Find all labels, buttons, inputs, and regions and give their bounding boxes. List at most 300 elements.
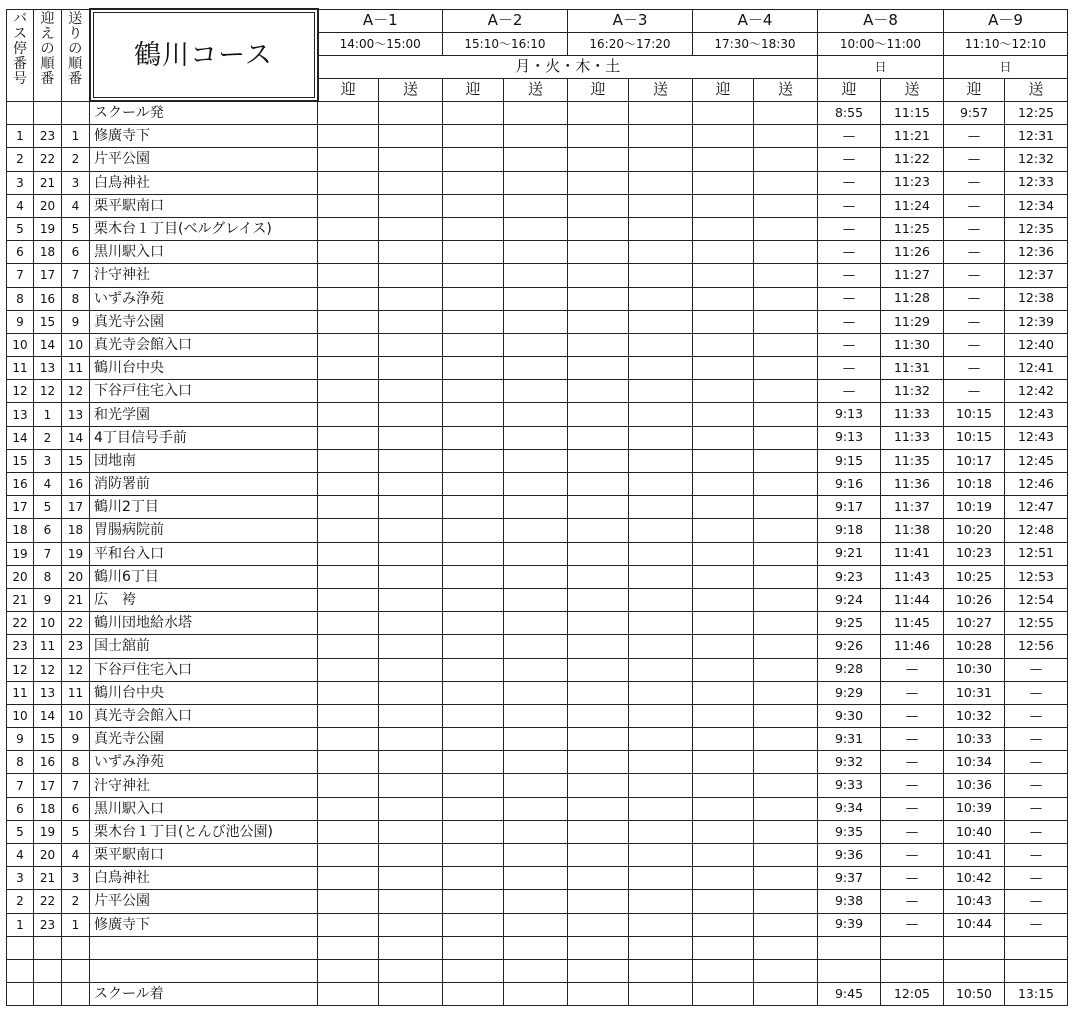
empty-cell — [504, 287, 568, 310]
arrive-row — [7, 983, 1068, 1006]
stop-time: — — [944, 125, 1005, 148]
stop-time: 11:32 — [881, 380, 944, 403]
stop-row — [7, 264, 1068, 287]
empty-cell — [693, 449, 754, 472]
pickup-order: 22 — [34, 890, 62, 913]
empty-cell — [318, 519, 379, 542]
empty-cell — [504, 588, 568, 611]
arrive-label: スクール着 — [90, 983, 318, 1006]
empty-cell — [568, 983, 629, 1006]
stop-row — [7, 542, 1068, 565]
pickup-order: 16 — [34, 751, 62, 774]
empty-cell — [881, 936, 944, 959]
empty-cell — [693, 519, 754, 542]
bus-stop-number: 12 — [7, 380, 34, 403]
empty-cell — [318, 704, 379, 727]
empty-cell — [568, 728, 629, 751]
empty-cell — [443, 728, 504, 751]
empty-cell — [754, 101, 818, 125]
stop-time: — — [818, 264, 881, 287]
stop-time: 9:37 — [818, 867, 881, 890]
days-weekday: 月・火・木・土 — [318, 55, 818, 78]
empty-cell — [443, 357, 504, 380]
empty-cell — [443, 194, 504, 217]
empty-cell — [568, 496, 629, 519]
empty-cell — [881, 959, 944, 982]
empty-cell — [568, 867, 629, 890]
empty-cell — [568, 310, 629, 333]
stop-time: 11:46 — [881, 635, 944, 658]
bus-stop-number: 11 — [7, 681, 34, 704]
stop-time: — — [944, 357, 1005, 380]
empty-cell — [443, 380, 504, 403]
stop-time: — — [818, 310, 881, 333]
empty-cell — [443, 565, 504, 588]
empty-cell — [754, 936, 818, 959]
pickup-order: 7 — [34, 542, 62, 565]
empty-cell — [629, 913, 693, 936]
stop-time: 10:28 — [944, 635, 1005, 658]
stop-time: 9:36 — [818, 844, 881, 867]
depart-row — [7, 101, 1068, 125]
stop-time: 10:26 — [944, 588, 1005, 611]
dropoff-label: 送 — [629, 78, 693, 101]
empty-cell — [504, 217, 568, 240]
empty-cell — [379, 310, 443, 333]
route-time-a2: 15:10～16:10 — [443, 32, 568, 55]
empty-cell — [754, 542, 818, 565]
pickup-order: 6 — [34, 519, 62, 542]
empty-cell — [318, 565, 379, 588]
stop-time: 11:24 — [881, 194, 944, 217]
empty-cell — [504, 959, 568, 982]
empty-cell — [629, 588, 693, 611]
empty-cell — [379, 983, 443, 1006]
empty-cell — [318, 171, 379, 194]
empty-cell — [693, 125, 754, 148]
bus-stop-number: 4 — [7, 194, 34, 217]
empty-cell — [504, 380, 568, 403]
empty-cell — [504, 913, 568, 936]
empty-cell — [693, 867, 754, 890]
empty-cell — [568, 612, 629, 635]
empty-cell — [379, 612, 443, 635]
empty-cell — [318, 588, 379, 611]
empty-cell — [34, 936, 62, 959]
empty-cell — [693, 357, 754, 380]
empty-cell — [629, 820, 693, 843]
stop-time: 9:31 — [818, 728, 881, 751]
empty-cell — [629, 635, 693, 658]
empty-cell — [443, 588, 504, 611]
stop-row — [7, 426, 1068, 449]
stop-time: 11:36 — [881, 473, 944, 496]
pickup-order: 12 — [34, 658, 62, 681]
stop-row — [7, 681, 1068, 704]
empty-cell — [504, 241, 568, 264]
empty-cell — [443, 426, 504, 449]
stop-row — [7, 612, 1068, 635]
stop-time: 10:34 — [944, 751, 1005, 774]
stop-row — [7, 287, 1068, 310]
dropoff-order: 18 — [62, 519, 90, 542]
pickup-order: 21 — [34, 867, 62, 890]
route-name-a8: A－8 — [818, 9, 944, 32]
empty-cell — [693, 681, 754, 704]
bus-stop-number: 8 — [7, 287, 34, 310]
empty-cell — [568, 519, 629, 542]
stop-time: 10:36 — [944, 774, 1005, 797]
empty-cell — [379, 681, 443, 704]
empty-cell — [818, 936, 881, 959]
stop-name: 修廣寺下 — [90, 913, 318, 936]
stop-time: — — [944, 380, 1005, 403]
stop-name: 修廣寺下 — [90, 125, 318, 148]
dropoff-order: 12 — [62, 658, 90, 681]
empty-cell — [443, 519, 504, 542]
empty-cell — [379, 333, 443, 356]
empty-cell — [568, 588, 629, 611]
empty-cell — [443, 983, 504, 1006]
stop-time: 9:17 — [818, 496, 881, 519]
bus-stop-number: 9 — [7, 728, 34, 751]
empty-cell — [568, 194, 629, 217]
empty-cell — [568, 565, 629, 588]
pickup-order: 19 — [34, 217, 62, 240]
pickup-label: 迎 — [818, 78, 881, 101]
empty-cell — [379, 565, 443, 588]
empty-cell — [443, 287, 504, 310]
stop-time: — — [944, 310, 1005, 333]
stop-time: — — [944, 241, 1005, 264]
empty-cell — [443, 820, 504, 843]
stop-name: 真光寺公園 — [90, 310, 318, 333]
bus-stop-number: 20 — [7, 565, 34, 588]
stop-row — [7, 241, 1068, 264]
arrive-time: 12:05 — [881, 983, 944, 1006]
days-a8: 日 — [818, 55, 944, 78]
dropoff-order-header: 送 り の 順 番 — [62, 9, 90, 101]
empty-cell — [379, 658, 443, 681]
empty-cell — [629, 867, 693, 890]
empty-cell — [379, 125, 443, 148]
empty-cell — [944, 936, 1005, 959]
empty-cell — [754, 658, 818, 681]
empty-cell — [318, 612, 379, 635]
stop-time: 12:41 — [1005, 357, 1068, 380]
dropoff-order: 15 — [62, 449, 90, 472]
empty-cell — [629, 171, 693, 194]
pickup-label: 迎 — [568, 78, 629, 101]
empty-cell — [504, 496, 568, 519]
pickup-order: 20 — [34, 194, 62, 217]
empty-cell — [629, 241, 693, 264]
dropoff-order: 6 — [62, 797, 90, 820]
pickup-order: 14 — [34, 704, 62, 727]
route-time-a4: 17:30～18:30 — [693, 32, 818, 55]
empty-cell — [504, 473, 568, 496]
empty-cell — [568, 774, 629, 797]
empty-cell — [754, 612, 818, 635]
bus-stop-number: 17 — [7, 496, 34, 519]
empty-cell — [754, 148, 818, 171]
stop-time: 11:35 — [881, 449, 944, 472]
empty-cell — [693, 380, 754, 403]
empty-cell — [754, 565, 818, 588]
empty-cell — [318, 751, 379, 774]
bus-stop-number: 22 — [7, 612, 34, 635]
stop-name: 栗平駅南口 — [90, 844, 318, 867]
stop-time: 10:41 — [944, 844, 1005, 867]
dropoff-order: 9 — [62, 728, 90, 751]
stop-time: — — [1005, 867, 1068, 890]
bus-stop-number: 6 — [7, 797, 34, 820]
empty-cell — [629, 519, 693, 542]
empty-cell — [318, 496, 379, 519]
empty-cell — [629, 658, 693, 681]
stop-time: 12:51 — [1005, 542, 1068, 565]
stop-time: 12:48 — [1005, 519, 1068, 542]
stop-time: — — [818, 380, 881, 403]
bus-stop-number: 23 — [7, 635, 34, 658]
stop-time: — — [944, 264, 1005, 287]
empty-cell — [568, 148, 629, 171]
empty-cell — [944, 959, 1005, 982]
stop-name: 鶴川6丁目 — [90, 565, 318, 588]
empty-cell — [318, 774, 379, 797]
empty-cell — [318, 473, 379, 496]
stop-time: 9:23 — [818, 565, 881, 588]
stop-name: 栗木台１丁目(ベルグレイス) — [90, 217, 318, 240]
pickup-order: 15 — [34, 728, 62, 751]
dropoff-order: 10 — [62, 333, 90, 356]
stop-time: — — [1005, 681, 1068, 704]
stop-time: 9:28 — [818, 658, 881, 681]
stop-time: 9:33 — [818, 774, 881, 797]
pickup-order: 19 — [34, 820, 62, 843]
empty-cell — [34, 983, 62, 1006]
empty-cell — [504, 542, 568, 565]
bus-stop-number: 4 — [7, 844, 34, 867]
empty-cell — [443, 264, 504, 287]
empty-cell — [629, 426, 693, 449]
empty-cell — [568, 380, 629, 403]
stop-time: — — [881, 844, 944, 867]
empty-cell — [318, 728, 379, 751]
stop-time: 11:30 — [881, 333, 944, 356]
stop-time: 10:19 — [944, 496, 1005, 519]
empty-cell — [693, 542, 754, 565]
stop-time: — — [1005, 913, 1068, 936]
dropoff-order: 7 — [62, 774, 90, 797]
empty-cell — [504, 774, 568, 797]
empty-cell — [504, 658, 568, 681]
stop-time: — — [1005, 704, 1068, 727]
bus-stop-number: 7 — [7, 774, 34, 797]
empty-cell — [443, 125, 504, 148]
dropoff-order: 11 — [62, 357, 90, 380]
dropoff-label: 送 — [1005, 78, 1068, 101]
dropoff-order: 12 — [62, 380, 90, 403]
empty-cell — [379, 148, 443, 171]
empty-cell — [629, 217, 693, 240]
stop-name: 平和台入口 — [90, 542, 318, 565]
empty-cell — [629, 774, 693, 797]
stop-time: 9:25 — [818, 612, 881, 635]
stop-row — [7, 473, 1068, 496]
empty-cell — [443, 148, 504, 171]
stop-time: — — [881, 658, 944, 681]
pickup-order: 3 — [34, 449, 62, 472]
empty-cell — [90, 959, 318, 982]
route-time-a3: 16:20～17:20 — [568, 32, 693, 55]
empty-cell — [379, 635, 443, 658]
empty-cell — [504, 844, 568, 867]
pickup-label: 迎 — [443, 78, 504, 101]
stop-row — [7, 751, 1068, 774]
empty-cell — [504, 797, 568, 820]
arrive-time: 10:50 — [944, 983, 1005, 1006]
empty-cell — [379, 728, 443, 751]
empty-cell — [693, 844, 754, 867]
stop-time: — — [881, 751, 944, 774]
pickup-order: 18 — [34, 797, 62, 820]
empty-cell — [504, 867, 568, 890]
pickup-order: 16 — [34, 287, 62, 310]
route-name-a1: A－1 — [318, 9, 443, 32]
empty-cell — [379, 449, 443, 472]
stop-time: — — [881, 681, 944, 704]
stop-row — [7, 820, 1068, 843]
stop-time: 12:36 — [1005, 241, 1068, 264]
empty-cell — [318, 890, 379, 913]
empty-cell — [629, 449, 693, 472]
stop-time: 10:23 — [944, 542, 1005, 565]
stop-time: 9:13 — [818, 426, 881, 449]
stop-time: — — [881, 797, 944, 820]
empty-cell — [629, 101, 693, 125]
stop-name: 白鳥神社 — [90, 171, 318, 194]
empty-cell — [629, 287, 693, 310]
stop-row — [7, 310, 1068, 333]
stop-time: 12:42 — [1005, 380, 1068, 403]
empty-cell — [318, 241, 379, 264]
depart-label: スクール発 — [90, 101, 318, 125]
empty-cell — [568, 217, 629, 240]
empty-cell — [629, 473, 693, 496]
empty-cell — [754, 380, 818, 403]
stop-time: 11:21 — [881, 125, 944, 148]
dropoff-order: 21 — [62, 588, 90, 611]
empty-cell — [504, 612, 568, 635]
stop-time: 12:43 — [1005, 426, 1068, 449]
empty-cell — [443, 333, 504, 356]
empty-cell — [34, 959, 62, 982]
empty-cell — [379, 913, 443, 936]
stop-row — [7, 519, 1068, 542]
stop-time: 12:56 — [1005, 635, 1068, 658]
bus-stop-number-header: バ ス 停 番 号 — [7, 9, 34, 101]
empty-cell — [379, 820, 443, 843]
stop-time: 12:32 — [1005, 148, 1068, 171]
dropoff-order: 3 — [62, 867, 90, 890]
dropoff-order: 23 — [62, 635, 90, 658]
pickup-order: 4 — [34, 473, 62, 496]
empty-cell — [754, 867, 818, 890]
stop-row — [7, 658, 1068, 681]
dropoff-order: 5 — [62, 820, 90, 843]
course-title: 鶴川コース — [90, 9, 318, 101]
empty-cell — [443, 658, 504, 681]
empty-cell — [504, 194, 568, 217]
empty-cell — [379, 588, 443, 611]
arrive-time: 9:45 — [818, 983, 881, 1006]
dropoff-order: 3 — [62, 171, 90, 194]
stop-row — [7, 333, 1068, 356]
empty-cell — [318, 983, 379, 1006]
empty-cell — [693, 983, 754, 1006]
empty-cell — [504, 148, 568, 171]
empty-cell — [693, 774, 754, 797]
bus-stop-number: 7 — [7, 264, 34, 287]
empty-cell — [568, 797, 629, 820]
stop-time: — — [1005, 728, 1068, 751]
pickup-order: 10 — [34, 612, 62, 635]
empty-cell — [568, 936, 629, 959]
stop-time: 12:53 — [1005, 565, 1068, 588]
empty-cell — [318, 867, 379, 890]
stop-row — [7, 125, 1068, 148]
empty-cell — [504, 310, 568, 333]
empty-cell — [693, 704, 754, 727]
stop-time: 12:46 — [1005, 473, 1068, 496]
empty-cell — [629, 890, 693, 913]
empty-cell — [693, 612, 754, 635]
empty-cell — [754, 844, 818, 867]
route-name-a9: A－9 — [944, 9, 1068, 32]
empty-cell — [754, 496, 818, 519]
stop-time: 9:30 — [818, 704, 881, 727]
pickup-order: 12 — [34, 380, 62, 403]
empty-cell — [504, 704, 568, 727]
stop-time: 9:15 — [818, 449, 881, 472]
stop-time: — — [944, 333, 1005, 356]
empty-cell — [568, 704, 629, 727]
empty-cell — [693, 496, 754, 519]
empty-cell — [629, 357, 693, 380]
stop-time: — — [881, 913, 944, 936]
empty-cell — [504, 936, 568, 959]
empty-cell — [754, 473, 818, 496]
stop-time: 11:38 — [881, 519, 944, 542]
empty-cell — [693, 171, 754, 194]
empty-cell — [318, 264, 379, 287]
dropoff-order: 13 — [62, 403, 90, 426]
stop-time: — — [818, 194, 881, 217]
stop-row — [7, 148, 1068, 171]
stop-row — [7, 635, 1068, 658]
stop-time: — — [944, 171, 1005, 194]
empty-cell — [754, 125, 818, 148]
empty-cell — [504, 426, 568, 449]
empty-cell — [504, 751, 568, 774]
empty-cell — [754, 241, 818, 264]
stop-name: 真光寺会館入口 — [90, 333, 318, 356]
stop-time: — — [1005, 820, 1068, 843]
stop-time: 10:15 — [944, 426, 1005, 449]
bus-stop-number: 10 — [7, 333, 34, 356]
stop-name: 下谷戸住宅入口 — [90, 658, 318, 681]
